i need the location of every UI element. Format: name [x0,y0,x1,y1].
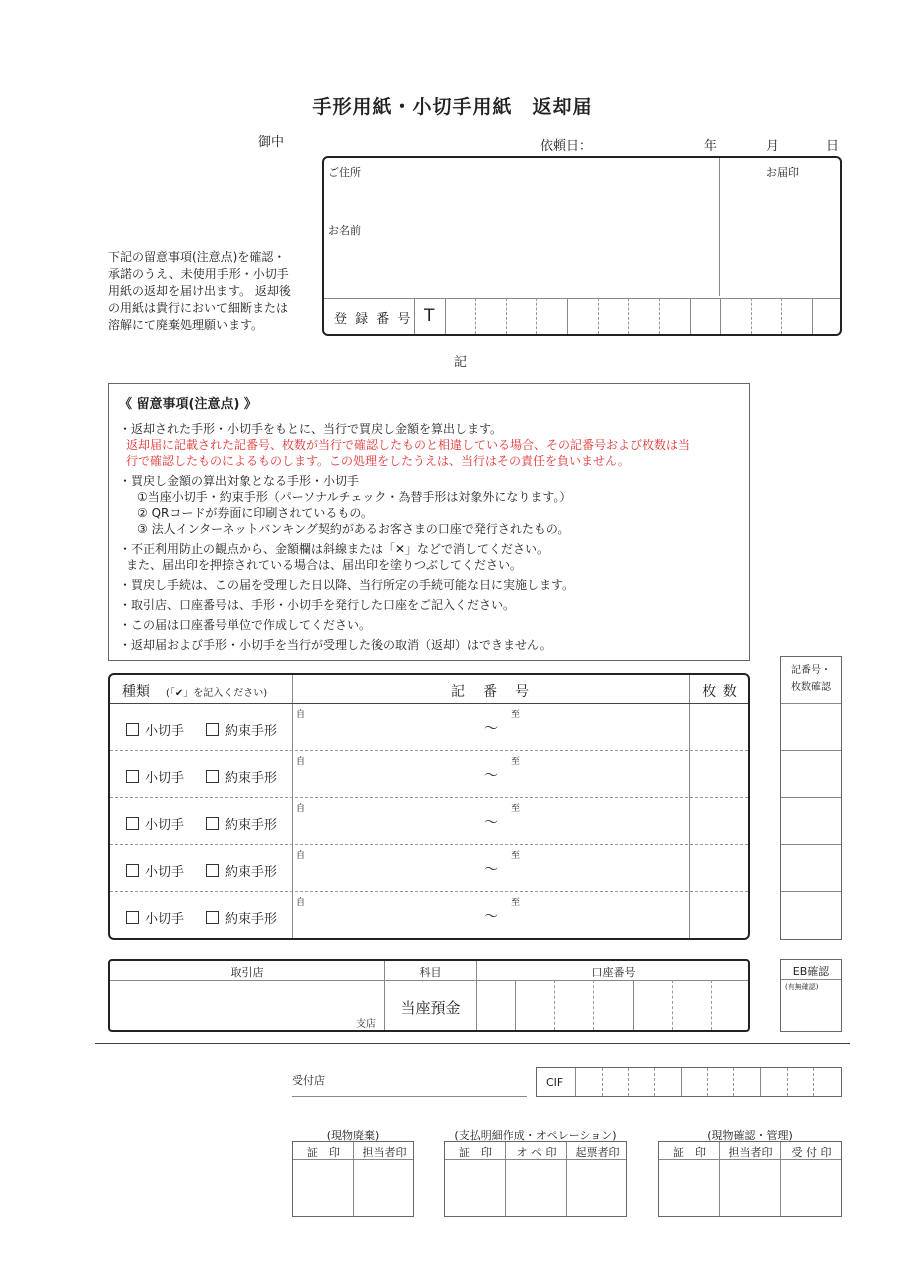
count-header: 枚 数 [702,684,738,700]
yakusoku-checkbox[interactable]: 約束手形 [206,908,277,927]
kind-hint: (「✔」を記入ください) [166,688,268,699]
intro-text [108,249,291,334]
request-date-month: 月 [766,139,780,154]
to-label: 至 [511,804,521,814]
section-divider [95,1043,850,1044]
serial-from-field[interactable] [298,714,483,748]
applicant-box [322,156,842,336]
name-field[interactable] [324,236,718,296]
stamp-group-title: (支払明細作成・オペレーション) [454,1129,617,1142]
count-field[interactable] [692,707,748,747]
kogitte-checkbox[interactable]: 小切手 [126,720,184,739]
serial-to-field[interactable] [510,808,686,842]
from-label: 自 [296,898,306,908]
stamp-group-operation [444,1141,627,1217]
intro-line: 下記の留意事項(注意点)を確認・ [108,250,286,264]
subject-header: 科目 [419,966,442,979]
note-line: また、届出印を押捺されている場合は、届出印を塗りつぶしてください。 [126,558,523,572]
branch-header: 取引店 [230,966,264,979]
table-row [110,845,750,891]
tilde: ～ [484,862,498,878]
intro-line: の用紙は貴行において細断または [108,301,289,315]
subject-value: 当座預金 [400,999,461,1017]
note-line: ・この届は口座番号単位で作成してください。 [119,618,372,632]
count-field[interactable] [692,848,748,888]
request-date-day: 日 [826,139,840,154]
serial-to-field[interactable] [510,902,686,936]
to-label: 至 [511,851,521,861]
branch-field[interactable] [112,982,352,1028]
notes-box [108,383,750,661]
to-label: 至 [511,757,521,767]
kogitte-checkbox[interactable]: 小切手 [126,814,184,833]
serial-to-field[interactable] [510,761,686,795]
serial-to-field[interactable] [510,855,686,889]
table-row [110,892,750,938]
name-label: お名前 [328,224,361,237]
seal-area[interactable] [720,176,840,296]
tilde: ～ [484,768,498,784]
from-label: 自 [296,804,306,814]
account-table [108,959,750,1032]
to-label: 至 [511,710,521,720]
count-field[interactable] [692,801,748,841]
request-date-label: 依頼日： [540,139,593,154]
yakusoku-checkbox[interactable]: 約束手形 [206,861,277,880]
stamp-col-label: 担当者印 [728,1146,773,1159]
kind-header: 種類 [122,684,150,700]
cif-box [536,1067,842,1097]
stamp-col-label: 起票者印 [575,1146,620,1159]
stamp-col-label: 担当者印 [362,1146,407,1159]
intro-line: 用紙の返却を届け出ます。 返却後 [108,284,291,298]
note-line: ・買戻し手続は、この届を受理した日以降、当行所定の手続可能な日に実施します。 [119,578,575,592]
yakusoku-checkbox[interactable]: 約束手形 [206,814,277,833]
yakusoku-checkbox[interactable]: 約束手形 [206,767,277,786]
cif-label: CIF [546,1076,564,1089]
stamp-col-label: オ ペ 印 [516,1146,557,1159]
serial-from-field[interactable] [298,902,483,936]
kogitte-checkbox[interactable]: 小切手 [126,861,184,880]
account-number-field[interactable] [478,982,748,1030]
serial-header: 記 番 号 [451,684,531,700]
registration-label: 登 録 番 号 [334,312,413,327]
stamp-group-disposal [292,1141,414,1217]
registration-prefix: T [424,306,435,326]
note-line-warning: 返却届に記載された記番号、枚数が当行で確認したものと相違している場合、その記番号および枚数は当 [126,438,691,452]
eb-confirm-box [780,959,842,1032]
note-line: ・取引店、口座番号は、手形・小切手を発行した口座をご記入ください。 [119,598,516,612]
from-label: 自 [296,757,306,767]
serial-from-field[interactable] [298,808,483,842]
note-line: ③ 法人インターネットバンキング契約があるお客さまの口座で発行されたもの。 [137,522,570,536]
count-field[interactable] [692,754,748,794]
onchu-label: 御中 [258,135,285,150]
reception-underline [292,1096,527,1097]
stamp-col-label: 証 印 [307,1146,340,1159]
cif-field[interactable] [576,1069,840,1095]
ki-label: 記 [454,355,468,370]
note-line: ・不正利用防止の観点から、金額欄は斜線または「✕」などで消してください。 [119,542,550,556]
yakusoku-checkbox[interactable]: 約束手形 [206,720,277,739]
stamp-col-label: 証 印 [459,1146,492,1159]
serial-check-label: 記番号・ 枚数確認 [791,665,831,693]
stamp-group-management [658,1141,842,1217]
stamp-group-title: (現物確認・管理) [707,1129,793,1142]
intro-line: 承諾のうえ、未使用手形・小切手 [108,267,289,281]
note-line: ・返却された手形・小切手をもとに、当行で買戻し金額を算出します。 [119,422,503,436]
count-field[interactable] [692,895,748,935]
tilde: ～ [484,815,498,831]
stamp-col-label: 証 印 [673,1146,706,1159]
kogitte-checkbox[interactable]: 小切手 [126,767,184,786]
note-line: ・返却届および手形・小切手を当行が受理した後の取消（返却）はできません。 [119,638,552,652]
note-line: ・買戻し金額の算出対象となる手形・小切手 [119,474,360,488]
stamp-group-title: (現物廃棄) [326,1129,380,1142]
from-label: 自 [296,851,306,861]
address-label: ご住所 [328,166,361,179]
from-label: 自 [296,710,306,720]
to-label: 至 [511,898,521,908]
intro-line: 溶解にて廃棄処理願います。 [108,318,264,332]
note-line: ② QRコードが券面に印刷されているもの。 [137,506,373,520]
request-date-year: 年 [704,139,718,154]
note-line: ①当座小切手・約束手形（パーソナルチェック・為替手形は対象外になります。） [137,490,572,504]
notes-heading: 《 留意事項(注意点) 》 [119,397,257,412]
serial-from-field[interactable] [298,761,483,795]
address-field[interactable] [324,176,718,222]
number-header: 口座番号 [591,966,636,979]
serial-to-field[interactable] [510,714,686,748]
kogitte-checkbox[interactable]: 小切手 [126,908,184,927]
tilde: ～ [484,721,498,737]
branch-suffix: 支店 [356,1019,376,1030]
table-row [110,798,750,844]
serial-check-column [780,656,842,940]
reception-label: 受付店 [292,1074,325,1087]
stamp-col-label: 受 付 印 [791,1146,832,1159]
seal-label: お届印 [766,166,799,179]
serial-from-field[interactable] [298,855,483,889]
note-line-warning: 行で確認したものによるものします。この処理をしたうえは、当行はその責任を負いません。 [126,454,630,468]
table-row [110,704,750,750]
page-title: 手形用紙・小切手用紙 返却届 [312,96,593,118]
table-row [110,751,750,797]
tilde: ～ [484,909,498,925]
eb-label: EB確認 [792,965,830,978]
eb-sub-label: (有無確認) [785,983,819,991]
serial-table [108,673,750,940]
